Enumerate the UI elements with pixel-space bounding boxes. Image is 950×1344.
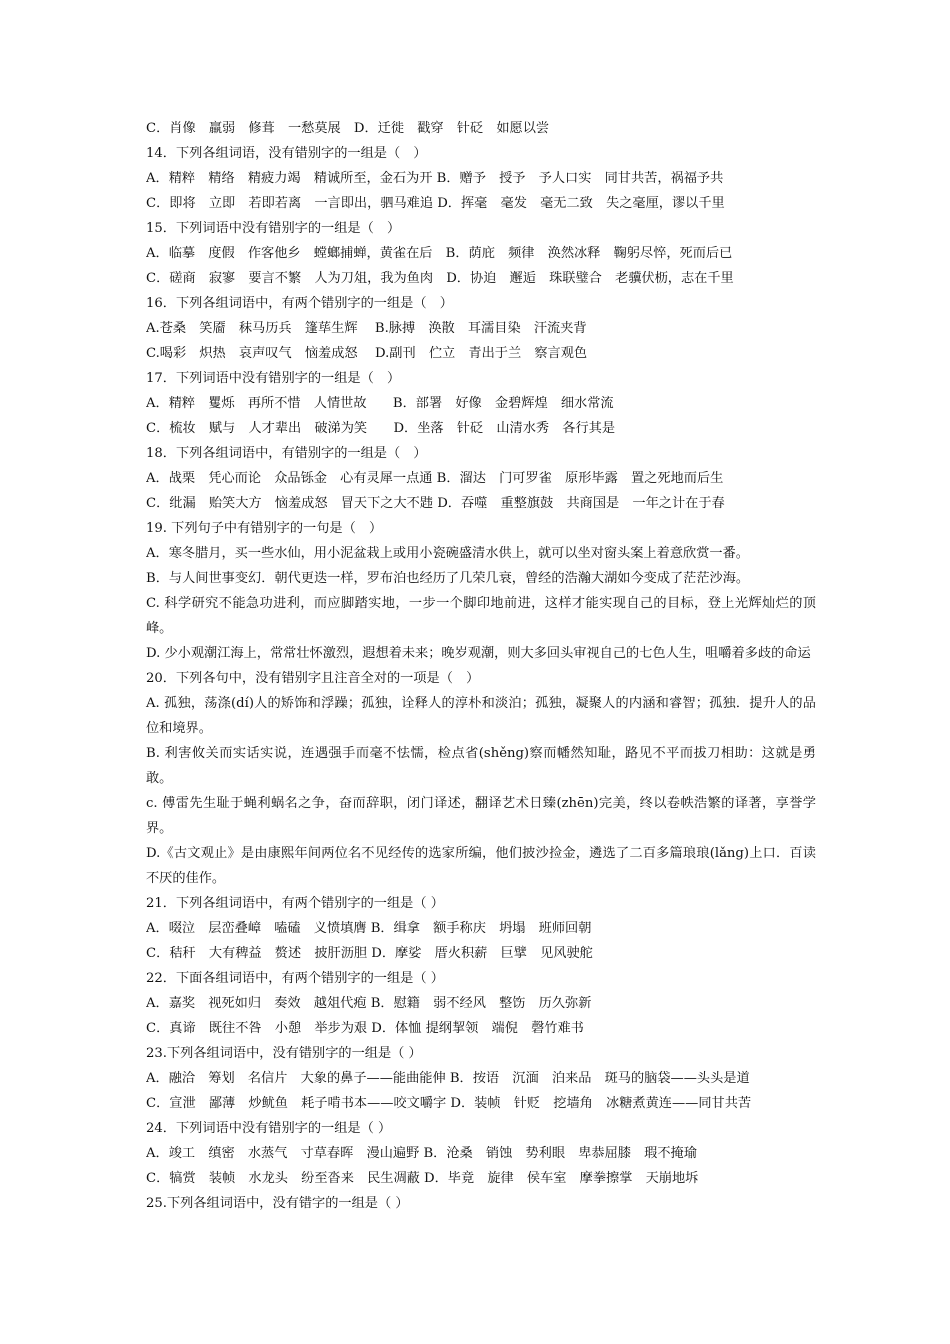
text-line: 21．下列各组词语中，有两个错别字的一组是（ ） (146, 896, 444, 911)
text-line: A．嘉奖 视死如归 奏效 越俎代疱 B．慰籍 弱不经风 整饬 历久弥新 (146, 996, 592, 1011)
text-line: A．临摹 度假 作客他乡 螳螂捕蝉，黄雀在后 B．荫庇 频律 涣然冰释 鞠躬尽悴，死而后已 (146, 246, 733, 261)
text-line: D. 少小观潮江海上，常常壮怀激烈，遐想着未来；晚岁观潮，则大多回头审视自己的七色人生，咀嚼着多歧的命运 (146, 646, 811, 661)
text-line: 24．下列词语中没有错别字的一组是（ ） (146, 1121, 392, 1136)
text-line: C．犒赏 装帧 水龙头 纷至沓来 民生凋蔽 D．毕竟 旋律 侯车室 摩拳擦掌 天崩地坼 (146, 1171, 699, 1186)
text-line: A．竣工 缜密 水蒸气 寸草春晖 漫山遍野 B．沧桑 销蚀 势利眼 卑恭屈膝 瑕不掩瑜 (146, 1146, 697, 1161)
text-line: A．寒冬腊月，买一些水仙，用小泥盆栽上或用小瓷碗盛清水供上，就可以坐对窗头案上着意欣赏一番。 (146, 546, 749, 561)
text-line: C．纰漏 贻笑大方 恼羞成怒 冒天下之大不韪 D．吞噬 重整旗鼓 共商国是 一年之计在于春 (146, 496, 725, 511)
text-line: C．宣泄 鄙薄 炒鱿鱼 耗子啃书本——咬文嚼字 D．装帧 针贬 挖墙角 冰糖煮黄连——同甘共苦 (146, 1096, 752, 1111)
text-line: 14．下列各组词语，没有错别字的一组是（ ） (146, 146, 427, 161)
text-line: 19. 下列句子中有错别字的一句是（ ） (146, 521, 383, 536)
text-line: C．梳妆 赋与 人才辈出 破涕为笑 D．坐落 针砭 山清水秀 各行其是 (146, 421, 616, 436)
text-line: B. 利害攸关而实话实说，连遇强手而毫不怯懦，检点省(shěng)察而幡然知耻，路见不平而拔刀相助：这就是勇敢。 (146, 746, 816, 786)
text-line: A.苍桑 笑靥 秣马历兵 篷荜生辉 B.脉搏 涣散 耳濡目染 汗流夹背 (146, 321, 587, 336)
text-line: C．磋商 寂寥 要言不繁 人为刀俎，我为鱼肉 D．协迫 邂逅 珠联璧合 老骥伏枥，志在千里 (146, 271, 734, 286)
text-line: C. 科学研究不能急功进利，而应脚踏实地，一步一个脚印地前进，这样才能实现自己的目标，登上光辉灿烂的顶峰。 (146, 596, 816, 636)
text-line: A．精粹 矍烁 再所不惜 人情世故 B．部署 好像 金碧辉煌 细水常流 (146, 396, 614, 411)
text-line: A．啜泣 层峦叠嶂 嗑磕 义愤填膺 B．缉拿 额手称庆 坍塌 班师回朝 (146, 921, 592, 936)
text-line: A. 孤独，荡涤(dí)人的矫饰和浮躁；孤独，诠释人的淳朴和淡泊；孤独，凝聚人的内涵和睿智；孤独．提升人的品位和境界。 (146, 696, 816, 736)
text-line: C.喝彩 炽热 哀声叹气 恼羞成怒 D.副刊 伫立 青出于兰 察言观色 (146, 346, 588, 361)
text-line: D.《古文观止》是由康熙年间两位名不见经传的选家所编，他们披沙捡金，遴选了二百多篇琅琅(lǎng)上口．百读不厌的佳作。 (146, 846, 816, 886)
text-line: A．战栗 凭心而论 众品铄金 心有灵犀一点通 B．溜达 门可罗雀 原形毕露 置之死地而后生 (146, 471, 724, 486)
text-line: 23.下列各组词语中，没有错别字的一组是（ ） (146, 1046, 422, 1061)
text-line: 20．下列各句中，没有错别字且注音全对的一项是（ ） (146, 671, 480, 686)
text-line: 18．下列各组词语中，有错别字的一组是（ ） (146, 446, 427, 461)
text-line: 25.下列各组词语中，没有错字的一组是（ ） (146, 1196, 409, 1211)
text-line: B．与人间世事变幻．朝代更迭一样，罗布泊也经历了几荣几衰，曾经的浩瀚大湖如今变成了茫茫沙海。 (146, 571, 750, 586)
text-line: 17．下列词语中没有错别字的一组是（ ） (146, 371, 401, 386)
text-line: C．真谛 既往不咎 小憩 举步为艰 D．体恤 提纲挈领 端倪 磬竹难书 (146, 1021, 584, 1036)
text-line: A．精粹 精络 精疲力竭 精诚所至，金石为开 B．赠予 授予 予人口实 同甘共苦，祸福予共 (146, 171, 724, 186)
text-line: C．即将 立即 若即若离 一言即出，驷马难追 D．挥毫 毫发 毫无二致 失之毫厘，谬以千里 (146, 196, 725, 211)
text-line: C．肖像 羸弱 修葺 一愁莫展 D．迁徙 戳穿 针砭 如愿以尝 (146, 121, 550, 136)
text-line: A．融洽 筹划 名信片 大象的鼻子——能曲能伸 B．按语 沉湎 泊来品 斑马的脑袋——头头是道 (146, 1071, 750, 1086)
text-line: c. 傅雷先生耻于蝇利蜗名之争，奋而辞职，闭门译述，翻译艺术日臻(zhēn)完美，终以卷帙浩繁的译著，享誉学界。 (146, 796, 816, 836)
text-line: C．秸秆 大有稗益 赘述 披肝沥胆 D．摩娑 厝火积薪 巨擘 见风驶舵 (146, 946, 593, 961)
text-line: 16．下列各组词语中，有两个错别字的一组是（ ） (146, 296, 453, 311)
text-line: 22．下面各组词语中，有两个错别字的一组是（ ） (146, 971, 444, 986)
document-page (146, 116, 816, 1216)
text-line: 15．下列词语中没有错别字的一组是（ ） (146, 221, 401, 236)
